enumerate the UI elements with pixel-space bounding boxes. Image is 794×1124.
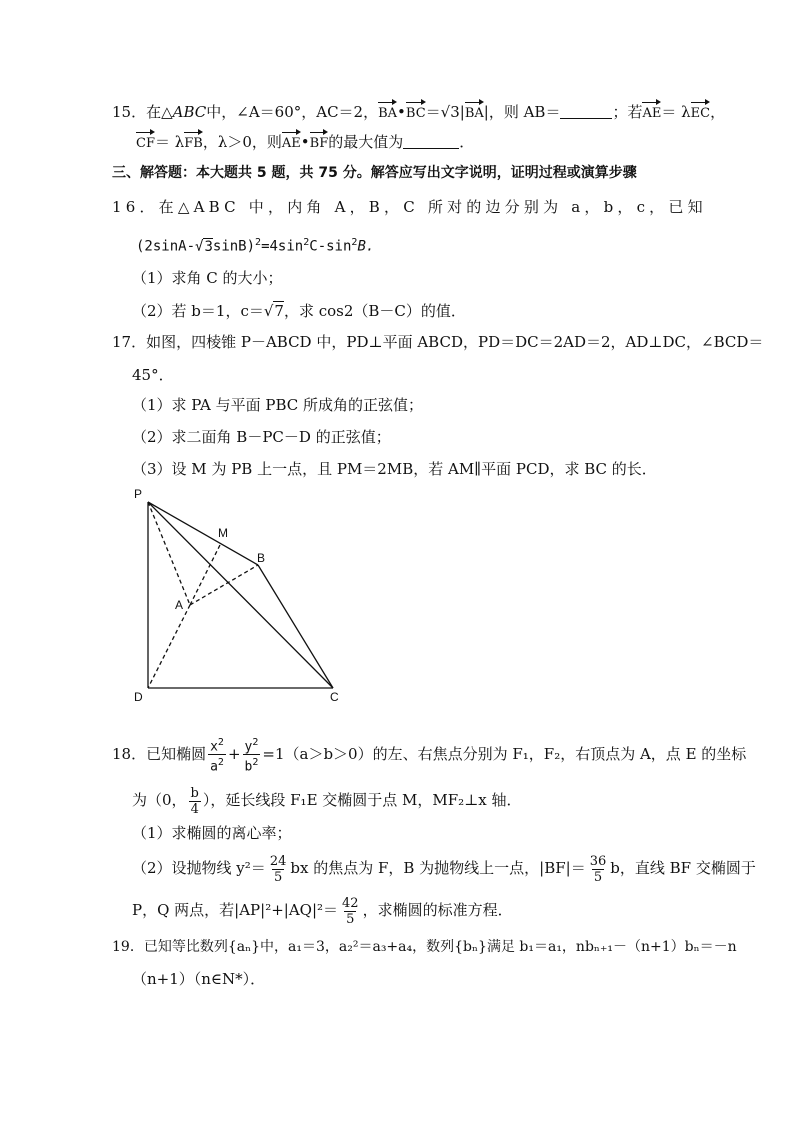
edge-AM bbox=[190, 543, 221, 605]
fraction-x2-a2 bbox=[208, 735, 226, 775]
q18-line4 bbox=[132, 895, 513, 927]
q15-text: ；若 bbox=[612, 103, 643, 121]
answer-blank bbox=[560, 104, 612, 119]
edge-BC bbox=[258, 565, 333, 688]
q18-text: 24 bbox=[269, 853, 287, 869]
q18-text: 36 bbox=[589, 853, 607, 869]
q18-part1: （1）求椭圆的离心率； bbox=[132, 824, 292, 842]
vector-BF: BF bbox=[310, 134, 329, 154]
label-M: M bbox=[218, 526, 228, 540]
vector-BC: BC bbox=[406, 104, 426, 124]
vector-AE: AE bbox=[282, 134, 301, 154]
q16-text: B. bbox=[357, 238, 375, 255]
q18-text: a bbox=[210, 759, 218, 775]
q16-text: C-sin bbox=[309, 238, 352, 255]
q18-text: 4 bbox=[190, 801, 199, 817]
q18-part2 bbox=[132, 853, 756, 885]
q16-line1: 16．在△ABC 中，内角 A，B，C 所对的边分别为 a，b，c，已知 bbox=[112, 198, 707, 216]
q18-text: y bbox=[244, 739, 253, 755]
q16-text: 7 bbox=[274, 302, 284, 320]
fraction-42-5 bbox=[340, 896, 361, 927]
q15-text: ＝ λ bbox=[661, 103, 691, 121]
q18-text: ，求椭圆的标准方程． bbox=[362, 901, 513, 919]
q18-text: P，Q 两点，若|AP|²+|AQ|²＝ bbox=[132, 901, 339, 919]
q18-text: bx 的焦点为 F，B 为抛物线上一点，|BF|＝ bbox=[290, 859, 586, 877]
q18-text: 42 bbox=[342, 895, 359, 911]
label-P: P bbox=[134, 487, 143, 501]
q16-part2: （2）若 b＝1，c＝√7，求 cos2（B－C）的值． bbox=[132, 302, 466, 320]
dot-operator: • bbox=[300, 133, 310, 151]
q17-part2: （2）求二面角 B－PC－D 的正弦值； bbox=[132, 428, 391, 446]
q18-line1 bbox=[112, 735, 746, 775]
fraction-b-4 bbox=[189, 786, 201, 817]
q16-text: (2sinA- bbox=[136, 238, 196, 255]
pyramid-figure bbox=[128, 485, 358, 715]
q15-text: ， bbox=[710, 103, 726, 121]
q17-line1: 17．如图，四棱锥 P－ABCD 中，PD⊥平面 ABCD，PD＝DC＝2AD＝2，AD⊥DC，∠BCD＝ bbox=[112, 333, 764, 351]
q16-text: =4sin bbox=[261, 238, 304, 255]
fraction-24-5 bbox=[268, 854, 289, 885]
q18-text: ），延长线段 F₁E 交椭圆于点 M，MF₂⊥x 轴． bbox=[202, 791, 522, 809]
q16-text: ，求 cos2（B－C）的值． bbox=[283, 302, 466, 320]
q15-text: ． bbox=[459, 133, 475, 151]
q16-part1: （1）求角 C 的大小； bbox=[132, 269, 283, 287]
q18-text: 2 bbox=[217, 737, 224, 748]
edge-PC bbox=[148, 502, 333, 688]
edge-PB bbox=[148, 502, 258, 565]
section-heading: 三、解答题：本大题共 5 题，共 75 分。解答应写出文字说明，证明过程或演算步骤 bbox=[112, 165, 637, 181]
q15-text: |，则 AB＝ bbox=[483, 103, 561, 121]
q18-text: （2）设抛物线 y²＝ bbox=[132, 859, 266, 877]
q15-text: 中，∠A＝60°，AC＝2， bbox=[206, 103, 379, 121]
q19-line2: （n+1）（n∈N*）． bbox=[132, 970, 266, 988]
q18-text: =1（a＞b＞0）的左、右焦点分别为 F₁，F₂，右顶点为 A，点 E 的坐标 bbox=[262, 744, 747, 763]
q17-line2: 45°． bbox=[132, 366, 174, 384]
vector-CF: CF bbox=[136, 134, 155, 154]
q18-text: 5 bbox=[273, 869, 283, 885]
q16-text: 2 bbox=[351, 237, 358, 248]
q16-text: 2 bbox=[303, 237, 310, 248]
q16-equation: $(2\sin A-√3\sin B)^2=4\sin^2C-\sin^2B$. bbox=[136, 237, 375, 255]
q16-text: 3 bbox=[204, 238, 213, 255]
q18-text: 5 bbox=[346, 911, 355, 927]
q16-text: sinB) bbox=[212, 238, 256, 255]
q18-text: b，直线 BF 交椭圆于 bbox=[610, 859, 756, 877]
label-D: D bbox=[134, 690, 143, 704]
q16-text: （2）若 b＝1，c＝ bbox=[132, 302, 264, 320]
q15-text: ＝ λ bbox=[154, 133, 185, 151]
q15-text: △ABC bbox=[161, 103, 207, 121]
q18-text: + bbox=[227, 744, 241, 763]
q15-text: 的最大值为 bbox=[328, 133, 404, 151]
vector-BA: BA bbox=[465, 104, 484, 124]
q17-part3: （3）设 M 为 PB 上一点，且 PM＝2MB，若 AM∥平面 PCD，求 BC 的长． bbox=[132, 460, 657, 478]
vector-EC: EC bbox=[691, 104, 710, 124]
q18-text: 为（0， bbox=[132, 791, 187, 809]
q15-line1 bbox=[112, 102, 725, 124]
q18-text: x bbox=[210, 739, 218, 755]
label-C: C bbox=[330, 690, 339, 704]
fraction-y2-b2 bbox=[243, 735, 261, 775]
q18-text: 2 bbox=[217, 757, 224, 769]
vector-AE: AE bbox=[642, 104, 661, 124]
q17-part1: （1）求 PA 与平面 PBC 所成角的正弦值； bbox=[132, 396, 424, 414]
dot-operator: • bbox=[397, 103, 406, 121]
q18-text: b bbox=[190, 785, 199, 801]
q18-text: 2 bbox=[252, 737, 259, 748]
q19-line1: 19．已知等比数列{aₙ}中，a₁＝3，a₂²＝a₃+a₄，数列{bₙ}满足 b₁＝a₁，nbₙ₊₁－（n+1）bₙ＝－n bbox=[112, 939, 737, 955]
q18-line2 bbox=[132, 785, 522, 817]
q15-text: ＝√3| bbox=[425, 103, 465, 121]
vector-BA: BA bbox=[378, 104, 397, 124]
q15-text: 15．在 bbox=[112, 103, 162, 121]
q16-text: 2 bbox=[255, 237, 262, 248]
label-B: B bbox=[257, 551, 266, 565]
answer-blank bbox=[403, 134, 459, 149]
label-A: A bbox=[175, 598, 184, 612]
q18-text: 5 bbox=[593, 869, 603, 885]
vector-FB: FB bbox=[184, 134, 203, 154]
q18-text: 2 bbox=[252, 757, 259, 769]
q18-text: b bbox=[244, 759, 253, 775]
q15-text: ，λ＞0，则 bbox=[202, 133, 282, 151]
fraction-36-5 bbox=[588, 854, 609, 885]
edge-AD bbox=[148, 605, 190, 688]
edge-PA bbox=[148, 502, 190, 605]
q18-text: 18．已知椭圆 bbox=[112, 744, 207, 763]
q15-line2 bbox=[136, 132, 474, 154]
